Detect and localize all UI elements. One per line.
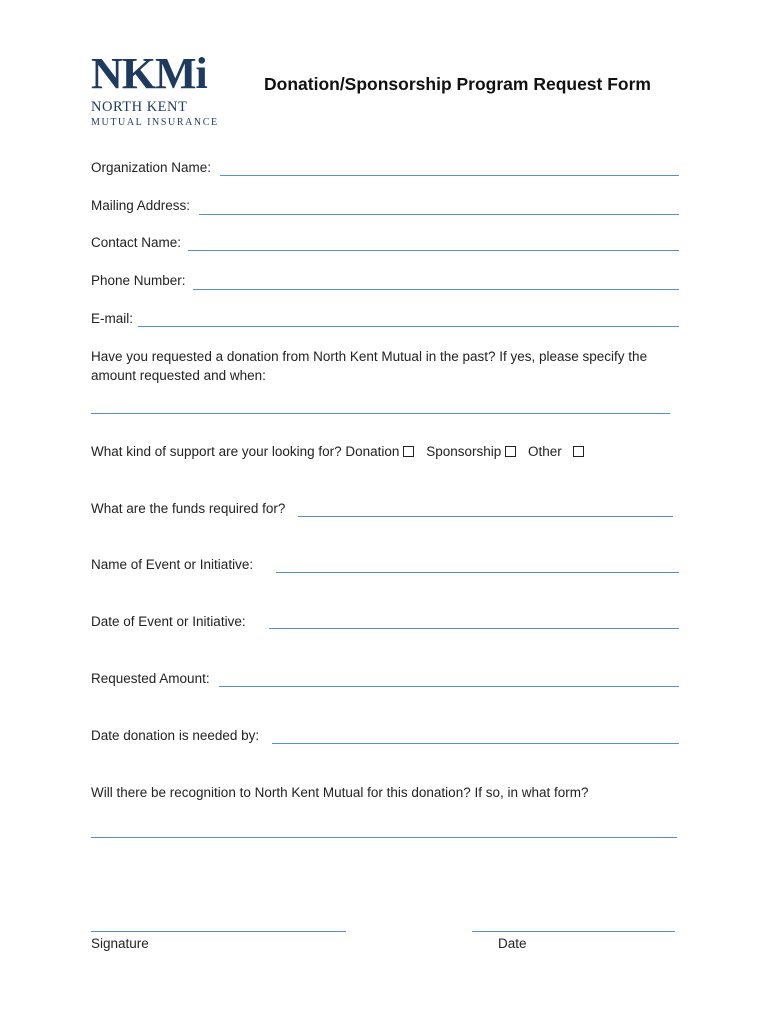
signature-label: Signature xyxy=(91,936,149,951)
mailing-address-field[interactable] xyxy=(199,214,679,215)
sponsorship-label: Sponsorship xyxy=(426,443,502,459)
other-checkbox[interactable] xyxy=(573,446,584,457)
recognition-field[interactable] xyxy=(91,837,677,838)
phone-number-label: Phone Number: xyxy=(91,273,186,288)
event-date-field[interactable] xyxy=(269,628,679,629)
support-question: What kind of support are your looking for? Donation xyxy=(91,443,400,459)
logo-line-2: MUTUAL INSURANCE xyxy=(91,117,219,128)
email-field[interactable] xyxy=(138,326,679,327)
form-title: Donation/Sponsorship Program Request Form xyxy=(264,74,651,94)
logo-line-1: NORTH KENT xyxy=(91,99,188,115)
event-date-label: Date of Event or Initiative: xyxy=(91,614,246,629)
mailing-address-label: Mailing Address: xyxy=(91,198,191,213)
company-logo xyxy=(91,49,226,129)
organization-name-label: Organization Name: xyxy=(91,160,212,175)
other-label: Other xyxy=(528,443,562,459)
date-needed-label: Date donation is needed by: xyxy=(91,728,260,743)
contact-name-field[interactable] xyxy=(188,250,679,251)
date-label: Date xyxy=(498,936,527,951)
event-name-field[interactable] xyxy=(276,572,679,573)
signature-field[interactable] xyxy=(91,931,346,932)
donation-checkbox[interactable] xyxy=(403,446,414,457)
past-donation-field[interactable] xyxy=(91,413,670,414)
requested-amount-label: Requested Amount: xyxy=(91,671,210,686)
funds-required-field[interactable] xyxy=(298,516,673,517)
email-label: E-mail: xyxy=(91,311,134,326)
organization-name-field[interactable] xyxy=(220,175,679,176)
past-donation-question: Have you requested a donation from North Kent Mutual in the past? If yes, please specify the amount requested and when: xyxy=(91,349,648,383)
requested-amount-field[interactable] xyxy=(219,686,679,687)
date-field[interactable] xyxy=(472,931,675,932)
funds-required-label: What are the funds required for? xyxy=(91,501,286,516)
support-type-row xyxy=(91,443,592,459)
event-name-label: Name of Event or Initiative: xyxy=(91,557,254,572)
logo-mark: NKMi xyxy=(91,49,207,98)
date-needed-field[interactable] xyxy=(272,743,679,744)
recognition-question: Will there be recognition to North Kent Mutual for this donation? If so, in what form? xyxy=(91,785,589,800)
sponsorship-checkbox[interactable] xyxy=(505,446,516,457)
contact-name-label: Contact Name: xyxy=(91,235,182,250)
phone-number-field[interactable] xyxy=(193,289,679,290)
